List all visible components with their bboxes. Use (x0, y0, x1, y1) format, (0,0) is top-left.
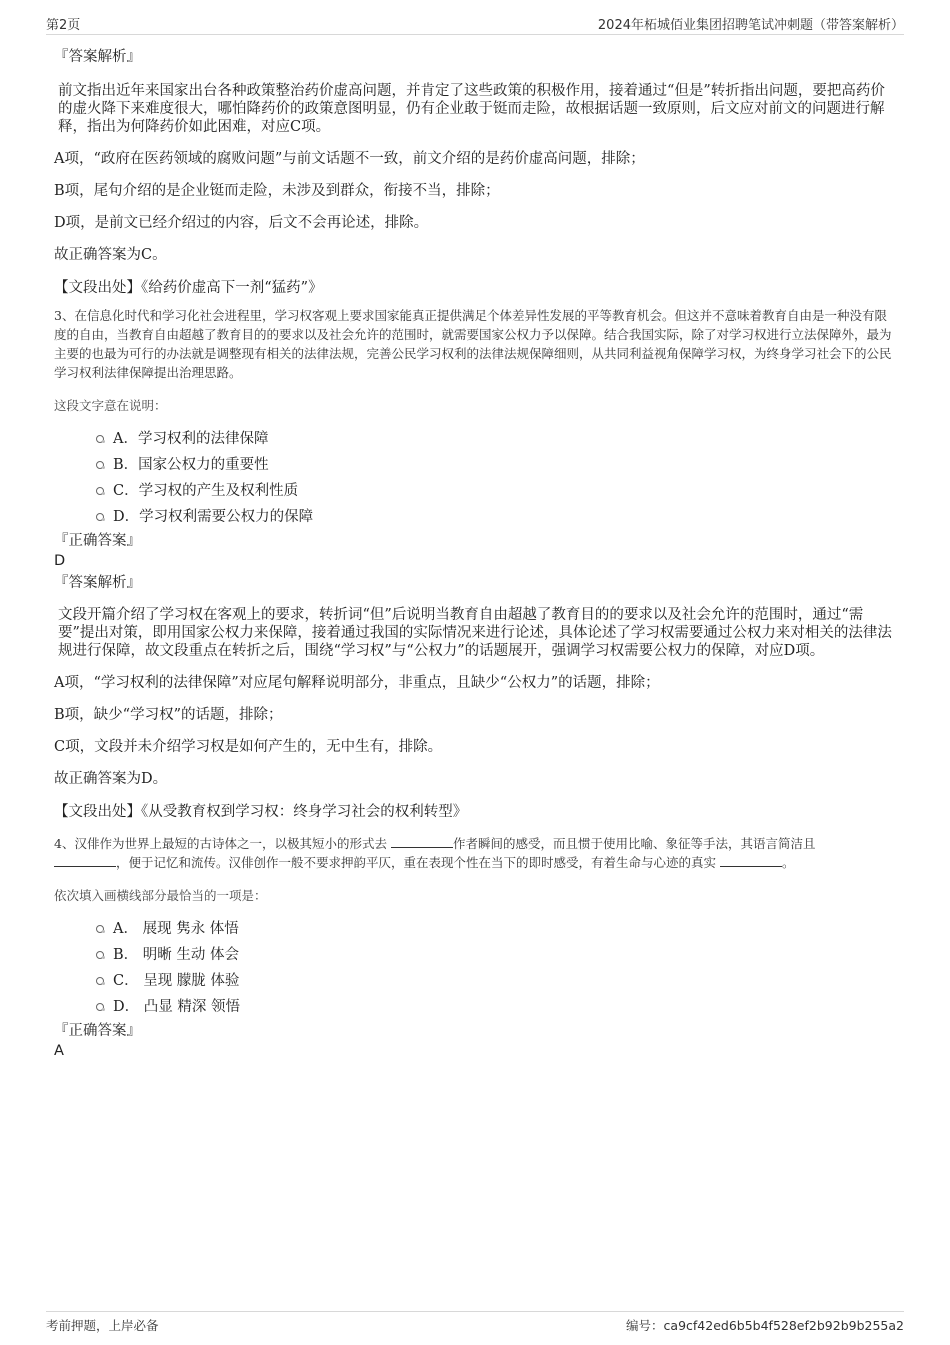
analysis-point-a: A项，“学习权利的法律保障”对应尾句解释说明部分，非重点，且缺少“公权力”的话题，排除； (54, 675, 660, 691)
radio-icon[interactable] (96, 487, 104, 495)
analysis-text: 前文指出近年来国家出台各种政策整治药价虚高问题，并肯定了这些政策的积极作用，接着通过“但是”转折指出问题，要把高药价的虚火降下来难度很大，哪怕降药价的政策意图明显，仍有企业敢于铤而走险，故根据话题一致原则，后文应对前文的问题进行解释，指出为何降药价如此困难，对应C项。 (58, 83, 885, 135)
analysis-point-d: D项，是前文已经介绍过的内容，后文不会再论述，排除。 (54, 215, 429, 231)
analysis-label: 『答案解析』 (54, 49, 141, 65)
option-b[interactable] (54, 942, 896, 968)
radio-icon[interactable] (96, 513, 104, 521)
page-header (46, 14, 904, 35)
option-label: D．学习权利需要公权力的保障 (113, 509, 314, 525)
question-4-options (54, 916, 896, 1020)
analysis-point-c: C项，文段并未介绍学习权是如何产生的，无中生有，排除。 (54, 739, 443, 755)
source-citation: 【文段出处】《给药价虚高下一剂“猛药”》 (54, 280, 323, 296)
analysis-conclusion: 故正确答案为D。 (54, 771, 168, 787)
document-code: 编号：ca9cf42ed6b5b4f528ef2b92b9b255a2 (626, 1318, 904, 1333)
analysis-text: 文段开篇介绍了学习权在客观上的要求，转折词“但”后说明当教育自由超越了教育目的的要求以及社会允许的范围时，通过“需要”提出对策，即用国家公权力来保障，接着通过我国的实际情况来进行论述，具体论述了学习权需要通过公权力来对相关的法律法规进行保障，故文段重点在转折之后，围绕“学习权”与“公权力”的话题展开，强调学习权需要公权力的保障，对应D项。 (58, 607, 892, 659)
analysis-label: 『答案解析』 (54, 575, 141, 591)
question-4-prompt: 依次填入画横线部分最恰当的一项是： (54, 888, 267, 903)
option-label: B． 明晰 生动 体会 (113, 947, 239, 963)
radio-icon[interactable] (96, 1003, 104, 1011)
question-3-stem: 3、在信息化时代和学习化社会进程里，学习权客观上要求国家能真正提供满足个体差异性发展的平等教育机会。但这并不意味着教育自由是一种没有限度的自由，当教育自由超越了教育目的的要求以及社会允许的范围时，就需要国家公权力予以保障。结合我国实际，除了对学习权进行立法保障外，最为主要的也最为可行的办法就是调整现有相关的法律法规，完善公民学习权利的法律法规保障细则，从共同利益视角保障学习权，为终身学习社会下的公民学习权利法律保障提出治理思路。 (54, 308, 892, 380)
option-label: B．国家公权力的重要性 (113, 457, 269, 473)
analysis-point-b: B项，缺少“学习权”的话题，排除； (54, 707, 283, 723)
fill-blank (720, 854, 782, 867)
option-label: C．学习权的产生及权利性质 (113, 483, 299, 499)
fill-blank (391, 835, 453, 848)
page-footer (46, 1311, 904, 1336)
radio-icon[interactable] (96, 925, 104, 933)
document-title: 2024年柘城佰业集团招聘笔试冲刺题（带答案解析） (597, 18, 904, 33)
option-a[interactable] (54, 426, 896, 452)
page-number: 第2页 (46, 18, 81, 33)
option-a[interactable] (54, 916, 896, 942)
analysis-point-b: B项，尾句介绍的是企业铤而走险，未涉及到群众，衔接不当，排除； (54, 183, 500, 199)
fill-blank (54, 854, 116, 867)
option-label: D． 凸显 精深 领悟 (113, 999, 240, 1015)
analysis-conclusion: 故正确答案为C。 (54, 247, 167, 263)
analysis-point-a: A项，“政府在医药领域的腐败问题”与前文话题不一致，前文介绍的是药价虚高问题，排除； (54, 151, 645, 167)
radio-icon[interactable] (96, 951, 104, 959)
option-b[interactable] (54, 452, 896, 478)
radio-icon[interactable] (96, 435, 104, 443)
radio-icon[interactable] (96, 461, 104, 469)
question-4-stem: 4、汉俳作为世界上最短的古诗体之一，以极其短小的形式去 作者瞬间的感受，而且惯于使用比喻、象征等手法，其语言简洁且 ，便于记忆和流传。汉俳创作一般不要求押韵平仄，重在表现个性在当下的即时感受，有着生命与心迹的真实 。 (54, 836, 816, 870)
answer-value: A (54, 1043, 64, 1059)
option-c[interactable] (54, 478, 896, 504)
option-label: A．学习权利的法律保障 (113, 431, 269, 447)
answer-value: D (54, 553, 66, 569)
source-citation: 【文段出处】《从受教育权到学习权：终身学习社会的权利转型》 (54, 804, 468, 820)
answer-label: 『正确答案』 (54, 1023, 141, 1039)
answer-label: 『正确答案』 (54, 533, 141, 549)
option-d[interactable] (54, 994, 896, 1020)
option-label: A． 展现 隽永 体悟 (113, 921, 239, 937)
option-d[interactable] (54, 504, 896, 530)
page-content (54, 44, 896, 1060)
option-label: C． 呈现 朦胧 体验 (113, 973, 240, 989)
option-c[interactable] (54, 968, 896, 994)
question-3-options (54, 426, 896, 530)
question-3-prompt: 这段文字意在说明： (54, 398, 167, 413)
radio-icon[interactable] (96, 977, 104, 985)
footer-slogan: 考前押题，上岸必备 (46, 1318, 159, 1333)
